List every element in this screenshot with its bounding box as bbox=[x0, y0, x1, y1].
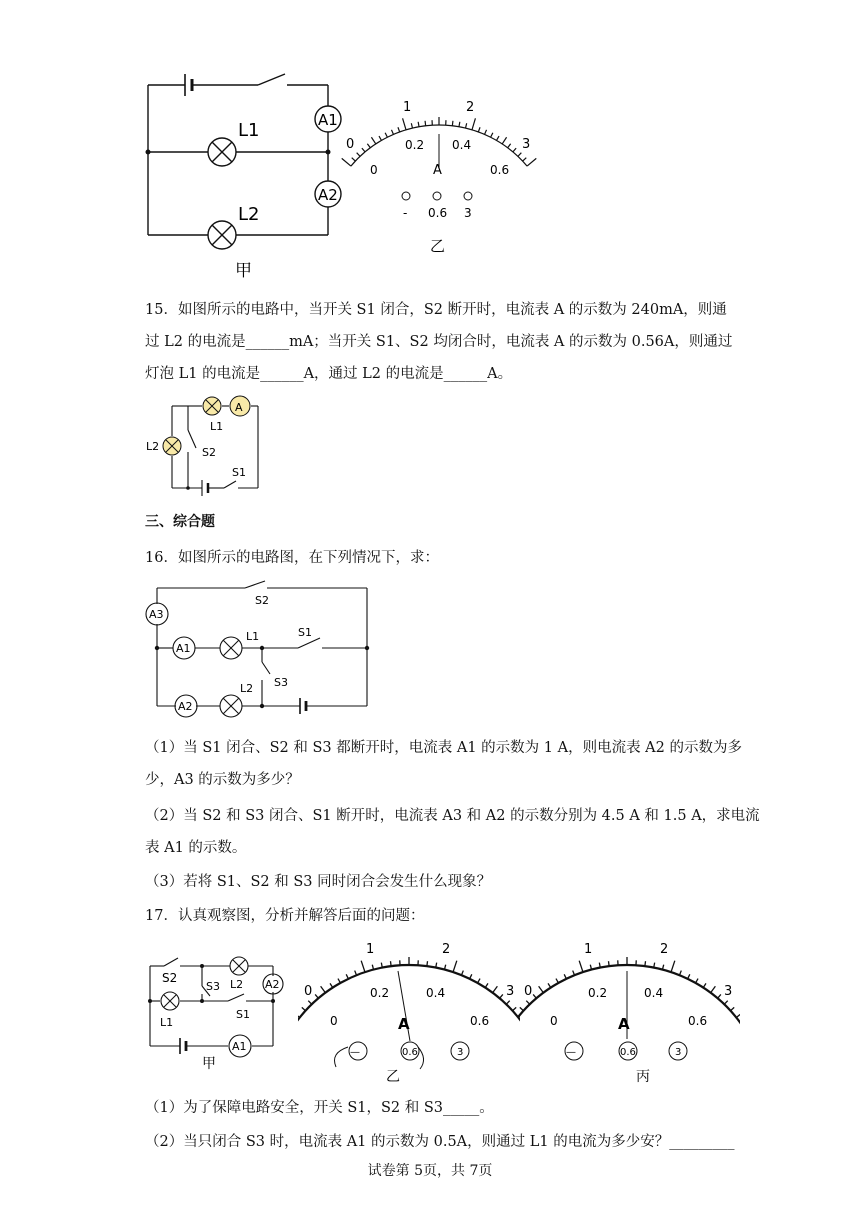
dial-tick bbox=[491, 133, 493, 137]
q16-circuit-figure bbox=[140, 578, 380, 718]
scale-label: 1 bbox=[403, 100, 412, 115]
dial-tick bbox=[302, 1007, 306, 1010]
scale-label: 0.2 bbox=[370, 986, 390, 1000]
q17-part2: （2）当只闭合 S3 时，电流表 A1 的示数为 0.5A，则通过 L1 的电流为多少安？_________ bbox=[145, 1134, 735, 1150]
dial-tick bbox=[518, 153, 521, 157]
dial-tick bbox=[459, 122, 460, 127]
dial-tick bbox=[361, 961, 365, 972]
scale-label: 1 bbox=[584, 942, 593, 957]
lamp-l2-label: L2 bbox=[240, 682, 254, 695]
dial-tick bbox=[679, 971, 681, 976]
page-footer: 试卷第 5页，共 7页 bbox=[367, 1163, 493, 1179]
dial-tick bbox=[497, 136, 500, 140]
ammeter-a2-label: A2 bbox=[318, 186, 338, 204]
dial-tick bbox=[523, 158, 527, 161]
scale-label: 0.6 bbox=[688, 1014, 708, 1028]
dial-tick bbox=[539, 986, 544, 992]
figure-label-bing: 丙 bbox=[636, 1069, 650, 1085]
switch-s2-label: S2 bbox=[202, 446, 216, 459]
q17-meter-bing bbox=[518, 935, 740, 1085]
ammeter-a1-label: A1 bbox=[318, 111, 338, 129]
dial-tick bbox=[478, 979, 480, 983]
dial-tick bbox=[298, 1014, 300, 1017]
dial-tick bbox=[472, 118, 475, 129]
dial-tick bbox=[425, 121, 426, 126]
terminal-label: 3 bbox=[457, 1047, 464, 1058]
dial-tick bbox=[513, 148, 516, 152]
scale-label: 0 bbox=[524, 984, 533, 999]
dial-tick bbox=[357, 153, 360, 157]
dial-tick bbox=[385, 133, 387, 137]
dial-tick bbox=[736, 1014, 740, 1017]
dial-tick bbox=[338, 979, 340, 983]
scale-label: 3 bbox=[522, 137, 531, 152]
terminal-label: 0.6 bbox=[620, 1047, 636, 1058]
dial-tick bbox=[645, 961, 646, 966]
scale-label: 0.4 bbox=[644, 986, 664, 1000]
ammeter-a3-label: A3 bbox=[149, 608, 164, 621]
switch-s3-label: S3 bbox=[274, 676, 288, 689]
dial-tick bbox=[718, 994, 721, 998]
switch-s1-label: S1 bbox=[236, 1008, 250, 1021]
q17-meter-yi bbox=[298, 935, 520, 1085]
ammeter-a2-label: A2 bbox=[178, 700, 193, 713]
scale-label: 2 bbox=[660, 942, 669, 957]
dial-tick bbox=[485, 983, 488, 987]
scale-label: 0 bbox=[330, 1014, 338, 1028]
dial-tick bbox=[342, 158, 351, 166]
dial-tick bbox=[461, 971, 463, 976]
scale-label: 3 bbox=[506, 984, 515, 999]
dial-tick bbox=[391, 130, 393, 135]
scale-label: 0.6 bbox=[470, 1014, 490, 1028]
dial-tick bbox=[527, 158, 536, 166]
lamp-l1-label: L1 bbox=[160, 1016, 174, 1029]
scale-label: 1 bbox=[366, 942, 375, 957]
dial-tick bbox=[411, 123, 412, 128]
dial-tick bbox=[403, 118, 406, 129]
figure-label-jia: 甲 bbox=[202, 1056, 216, 1072]
meter-title: A bbox=[398, 1015, 410, 1033]
dial-tick bbox=[427, 961, 428, 966]
dial-tick bbox=[485, 130, 487, 135]
dial-tick bbox=[520, 1007, 524, 1010]
figure-label-yi: 乙 bbox=[430, 237, 446, 255]
terminal-label: - bbox=[403, 206, 408, 220]
scale-label: 0.2 bbox=[405, 138, 425, 152]
q16-part1-line2: 少，A3 的示数为多少？ bbox=[145, 772, 300, 788]
terminal-label: 0.6 bbox=[428, 206, 448, 220]
switch-s3-label: S3 bbox=[206, 980, 220, 993]
dial-tick bbox=[321, 986, 326, 992]
figure-label-jia: 甲 bbox=[235, 261, 252, 281]
ammeter-a-label: A bbox=[235, 401, 243, 414]
dial-tick bbox=[330, 983, 333, 987]
scale-label: 0.4 bbox=[452, 138, 472, 152]
q17-stem: 17．认真观察图，分析并解答后面的问题： bbox=[145, 908, 425, 924]
figure-label-yi: 乙 bbox=[386, 1069, 400, 1085]
scale-label: 2 bbox=[466, 100, 475, 115]
dial-tick bbox=[548, 983, 551, 987]
terminal-label: 0.6 bbox=[402, 1047, 418, 1058]
q16-part3: （3）若将 S1、S2 和 S3 同时闭合会发生什么现象？ bbox=[145, 874, 492, 890]
dial-tick bbox=[533, 994, 536, 998]
q15-line2: 过 L2 的电流是______mA；当开关 S1、S2 均闭合时，电流表 A 的示数为 0.56A，则通过 bbox=[145, 334, 733, 350]
dial-tick bbox=[506, 1001, 509, 1005]
dial-tick bbox=[390, 961, 391, 966]
switch-s2-label: S2 bbox=[162, 971, 178, 985]
dial-tick bbox=[466, 123, 467, 128]
dial-tick bbox=[696, 979, 698, 983]
dial-tick bbox=[608, 961, 609, 966]
q15-circuit-figure bbox=[140, 392, 270, 502]
dial-tick bbox=[500, 994, 503, 998]
dial-tick bbox=[556, 979, 558, 983]
switch-s1-label: S1 bbox=[232, 466, 246, 479]
q16-part2-line1: （2）当 S2 和 S3 闭合、S1 断开时，电流表 A3 和 A2 的示数分别为 4.5 A 和 1.5 A，求电流 bbox=[145, 808, 760, 824]
dial-tick bbox=[367, 144, 370, 148]
section-heading: 三、综合题 bbox=[145, 514, 215, 530]
dial-tick bbox=[724, 1001, 727, 1005]
dial-tick bbox=[730, 1007, 734, 1010]
scale-label: 0 bbox=[370, 163, 378, 177]
ammeter-a1-label: A1 bbox=[232, 1040, 247, 1053]
dial-tick bbox=[478, 127, 480, 132]
q16-stem: 16．如图所示的电路图，在下列情况下，求： bbox=[145, 550, 439, 566]
lamp-l1-label: L1 bbox=[238, 120, 260, 141]
scale-label: 3 bbox=[724, 984, 733, 999]
lamp-l2-label: L2 bbox=[238, 204, 260, 225]
dial-tick bbox=[512, 1007, 516, 1010]
q14-circuit-figure bbox=[140, 68, 370, 283]
ammeter-a2-label: A2 bbox=[265, 978, 280, 991]
dial-tick bbox=[308, 1001, 311, 1005]
lamp-l2-label: L2 bbox=[146, 440, 160, 453]
dial-tick bbox=[418, 122, 419, 127]
dial-tick bbox=[315, 994, 318, 998]
switch-s1-label: S1 bbox=[298, 626, 312, 639]
dial-tick bbox=[355, 971, 357, 976]
dial-tick bbox=[398, 127, 400, 132]
terminal-label: 3 bbox=[464, 206, 472, 220]
meter-title: A bbox=[433, 163, 442, 178]
scale-label: 2 bbox=[442, 942, 451, 957]
dial-tick bbox=[493, 986, 498, 992]
dial-tick bbox=[573, 971, 575, 976]
dial-tick bbox=[379, 136, 382, 140]
terminal-label: — bbox=[566, 1047, 576, 1058]
q16-part2-line2: 表 A1 的示数。 bbox=[145, 840, 247, 856]
dial-tick bbox=[352, 158, 356, 161]
dial-tick bbox=[371, 137, 375, 144]
meter-title: A bbox=[618, 1015, 630, 1033]
scale-label: 0.6 bbox=[490, 163, 510, 177]
lamp-l1-label: L1 bbox=[246, 630, 260, 643]
q14-ammeter-figure bbox=[340, 90, 540, 260]
terminal-label: — bbox=[350, 1047, 360, 1058]
dial-tick bbox=[362, 148, 365, 152]
q16-part1-line1: （1）当 S1 闭合、S2 和 S3 都断开时，电流表 A1 的示数为 1 A，则电流表 A2 的示数为多 bbox=[145, 740, 742, 756]
scale-label: 0 bbox=[346, 137, 355, 152]
dial-tick bbox=[711, 986, 716, 992]
scale-label: 0 bbox=[550, 1014, 558, 1028]
dial-tick bbox=[452, 121, 453, 126]
terminal-label: 3 bbox=[675, 1047, 682, 1058]
q15-line1: 15．如图所示的电路中，当开关 S1 闭合，S2 断开时，电流表 A 的示数为 240mA，则通 bbox=[145, 302, 727, 318]
dial-tick bbox=[526, 1001, 529, 1005]
switch-s2-label: S2 bbox=[255, 594, 269, 607]
dial-tick bbox=[502, 137, 506, 144]
dial-tick bbox=[703, 983, 706, 987]
dial-tick bbox=[579, 961, 583, 972]
dial-tick bbox=[508, 144, 511, 148]
scale-label: 0.4 bbox=[426, 986, 446, 1000]
ammeter-a1-label: A1 bbox=[176, 642, 191, 655]
scale-label: 0 bbox=[304, 984, 313, 999]
q15-line3: 灯泡 L1 的电流是______A，通过 L2 的电流是______A。 bbox=[145, 366, 513, 382]
q17-circuit-figure bbox=[140, 946, 300, 1076]
dial-tick bbox=[453, 961, 457, 972]
lamp-l2-label: L2 bbox=[230, 978, 244, 991]
scale-label: 0.2 bbox=[588, 986, 608, 1000]
dial-tick bbox=[671, 961, 675, 972]
lamp-l1-label: L1 bbox=[210, 420, 224, 433]
q17-part1: （1）为了保障电路安全，开关 S1，S2 和 S3_____。 bbox=[145, 1100, 494, 1116]
